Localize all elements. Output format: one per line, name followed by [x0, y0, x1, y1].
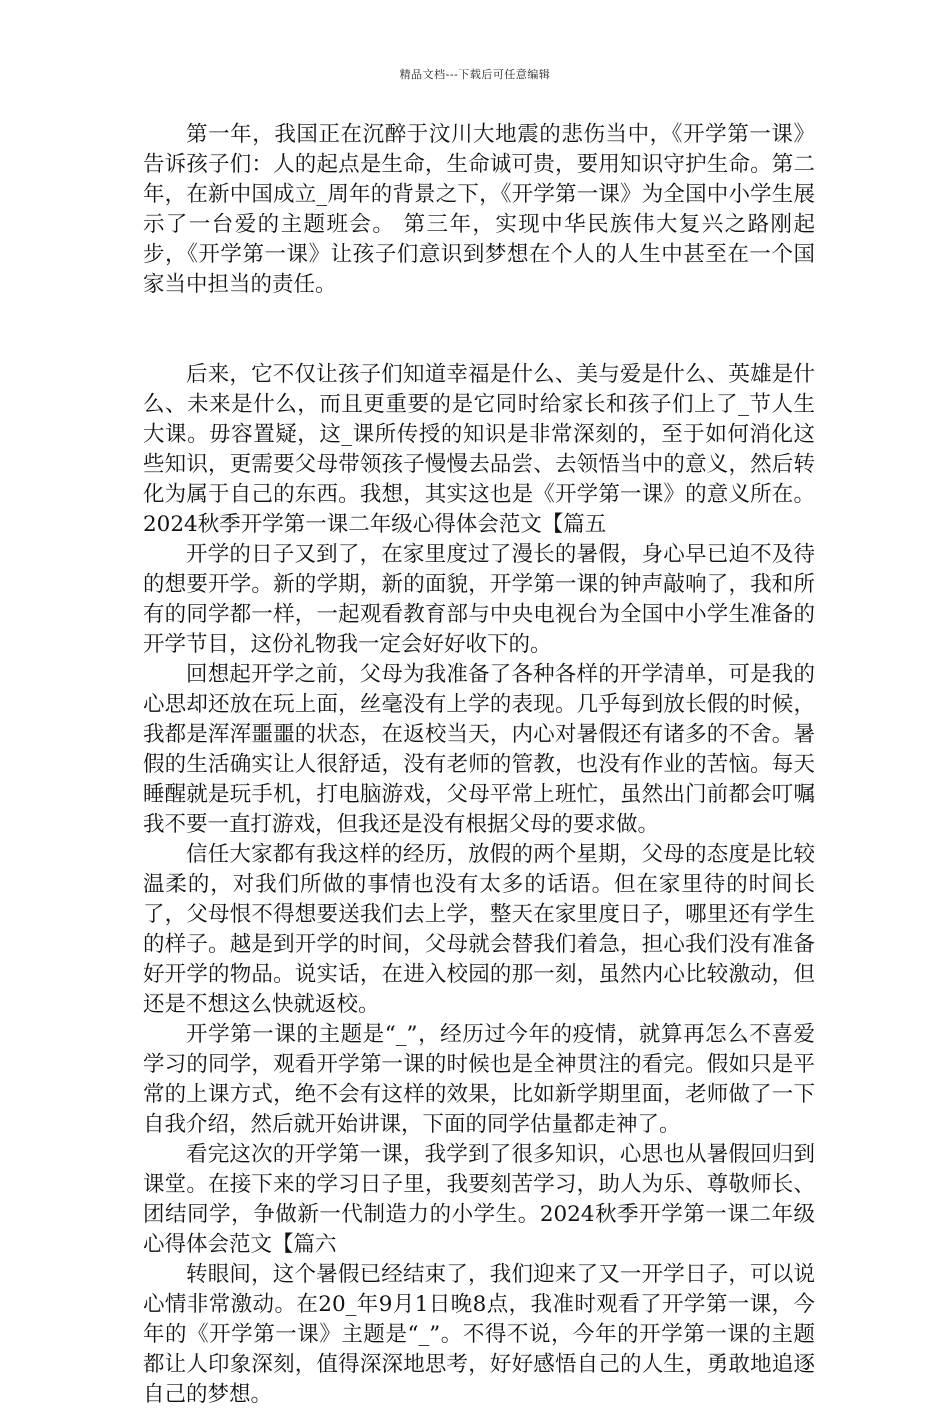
paragraph-7: 看完这次的开学第一课，我学到了很多知识，心思也从暑假回归到课堂。在接下来的学习日子里，我要刻苦学习，助人为乐、尊敬师长、团结同学，争做新一代制造力的小学生。2024秋季开学第一课二年级心得体会范文【篇六 [143, 1142, 815, 1257]
document-body [143, 120, 815, 1410]
paragraph-4: 回想起开学之前，父母为我准备了各种各样的开学清单，可是我的心思却还放在玩上面，丝毫没有上学的表现。几乎每到放长假的时候，我都是浑浑噩噩的状态，在返校当天，内心对暑假还有诸多的不舍。暑假的生活确实让人很舒适，没有老师的管教，也没有作业的苦恼。每天睡醒就是玩手机，打电脑游戏，父母平常上班忙，虽然出门前都会叮嘱我不要一直打游戏，但我还是没有根据父母的要求做。 [143, 662, 815, 837]
paragraph-2: 后来，它不仅让孩子们知道幸福是什么、美与爱是什么、英雄是什么、未来是什么，而且更重要的是它同时给家长和孩子们上了_节人生大课。毋容置疑，这_课所传授的知识是非常深刻的，至于如何消化这些知识，更需要父母带领孩子慢慢去品尝、去领悟当中的意义，然后转化为属于自己的东西。我想，其实这也是《开学第一课》的意义所在。2024秋季开学第一课二年级心得体会范文【篇五 [143, 362, 815, 537]
page-header: 精品文档---下载后可任意编辑 [399, 68, 551, 81]
paragraph-gap [143, 300, 815, 360]
paragraph-3: 开学的日子又到了，在家里度过了漫长的暑假，身心早已迫不及待的想要开学。新的学期，新的面貌，开学第一课的钟声敲响了，我和所有的同学都一样，一起观看教育部与中央电视台为全国中小学生准备的开学节目，这份礼物我一定会好好收下的。 [143, 542, 815, 657]
paragraph-5: 信任大家都有我这样的经历，放假的两个星期，父母的态度是比较温柔的，对我们所做的事情也没有太多的话语。但在家里待的时间长了，父母恨不得想要送我们去上学，整天在家里度日子，哪里还有学生的样子。越是到开学的时间，父母就会替我们着急，担心我们没有准备好开学的物品。说实话，在进入校园的那一刻，虽然内心比较激动，但还是不想这么快就返校。 [143, 842, 815, 1017]
paragraph-8: 转眼间，这个暑假已经结束了，我们迎来了又一开学日子，可以说心情非常激动。在20_年9月1日晚8点，我准时观看了开学第一课，今年的《开学第一课》主题是“_”。不得不说，今年的开学第一课的主题都让人印象深刻，值得深深地思考，好好感悟自己的人生，勇敢地追逐自己的梦想。 [143, 1262, 815, 1407]
paragraph-6: 开学第一课的主题是“_”，经历过今年的疫情，就算再怎么不喜爱学习的同学，观看开学第一课的时候也是全神贯注的看完。假如只是平常的上课方式，绝不会有这样的效果，比如新学期里面，老师做了一下自我介绍，然后就开始讲课，下面的同学估量都走神了。 [143, 1022, 815, 1137]
paragraph-1: 第一年，我国正在沉醉于汶川大地震的悲伤当中，《开学第一课》告诉孩子们：人的起点是生命，生命诚可贵，要用知识守护生命。第二年，在新中国成立_周年的背景之下，《开学第一课》为全国中小学生展示了一台爱的主题班会。 第三年，实现中华民族伟大复兴之路刚起步，《开学第一课》让孩子们意识到梦想在个人的人生中甚至在一个国家当中担当的责任。 [143, 122, 815, 297]
